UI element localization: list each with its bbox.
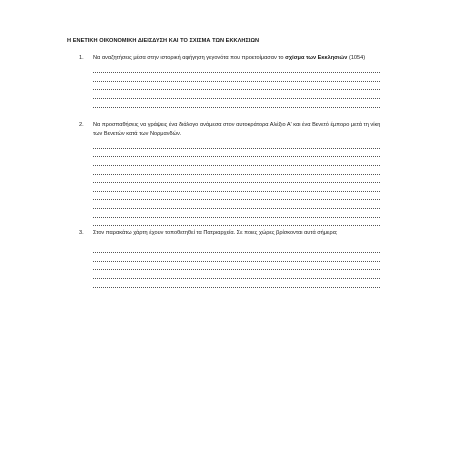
question-3-row <box>79 229 389 238</box>
answer-line[interactable] <box>93 200 380 209</box>
answer-line[interactable] <box>93 183 380 192</box>
answer-line[interactable] <box>93 270 380 279</box>
answer-line[interactable] <box>93 245 380 254</box>
answer-line[interactable] <box>93 140 380 149</box>
question-1 <box>79 54 389 108</box>
answer-line[interactable] <box>93 157 380 166</box>
question-3 <box>79 229 389 288</box>
question-1-text <box>93 54 389 63</box>
question-1-bold-term: σχίσμα των Εκκλησιών <box>285 55 348 61</box>
answer-line[interactable] <box>93 65 380 74</box>
question-1-answer-area[interactable] <box>93 65 380 108</box>
question-2 <box>79 121 389 226</box>
answer-line[interactable] <box>93 149 380 158</box>
question-1-row <box>79 54 389 63</box>
answer-line[interactable] <box>93 166 380 175</box>
question-3-text: Στον παρακάτω χάρτη έχουν τοποθετηθεί τα Πατριαρχεία. Σε ποιες χώρες βρίσκονται αυτά σήμερα; <box>93 230 338 236</box>
answer-line[interactable] <box>93 175 380 184</box>
question-2-text: Να προσπαθήσεις να γράψεις ένα διάλογο ανάμεσα στον αυτοκράτορα Αλέξιο Α' και ένα Βενετό έμπορο μετά τη νίκη των Βενετών κατά των Νορμανδών. <box>93 122 381 137</box>
answer-line[interactable] <box>93 192 380 201</box>
answer-line[interactable] <box>93 82 380 91</box>
question-3-number: 3. <box>79 230 84 236</box>
answer-line[interactable] <box>93 90 380 99</box>
question-2-number: 2. <box>79 122 84 128</box>
question-1-text-start: Να αναζητήσεις μέσα στην ιστορική αφήγηση γεγονότα που προετοίμασαν το <box>93 55 286 61</box>
answer-line[interactable] <box>93 73 380 82</box>
question-3-answer-area[interactable] <box>93 245 380 288</box>
answer-line[interactable] <box>93 209 380 218</box>
answer-line[interactable] <box>93 262 380 271</box>
question-2-answer-area[interactable] <box>93 140 380 226</box>
answer-line[interactable] <box>93 218 380 227</box>
question-1-number: 1. <box>79 55 84 61</box>
worksheet-title: Η ΕΝΕΤΙΚΗ ΟΙΚΟΝΟΜΙΚΗ ΔΙΕΙΣΔΥΣΗ ΚΑΙ ΤΟ ΣΧΙΣΜΑ ΤΩΝ ΕΚΚΛΗΣΙΩΝ <box>67 38 260 44</box>
answer-line[interactable] <box>93 279 380 288</box>
question-2-row <box>79 121 389 138</box>
answer-line[interactable] <box>93 99 380 108</box>
answer-line[interactable] <box>93 253 380 262</box>
question-1-text-end: (1054) <box>347 55 366 61</box>
